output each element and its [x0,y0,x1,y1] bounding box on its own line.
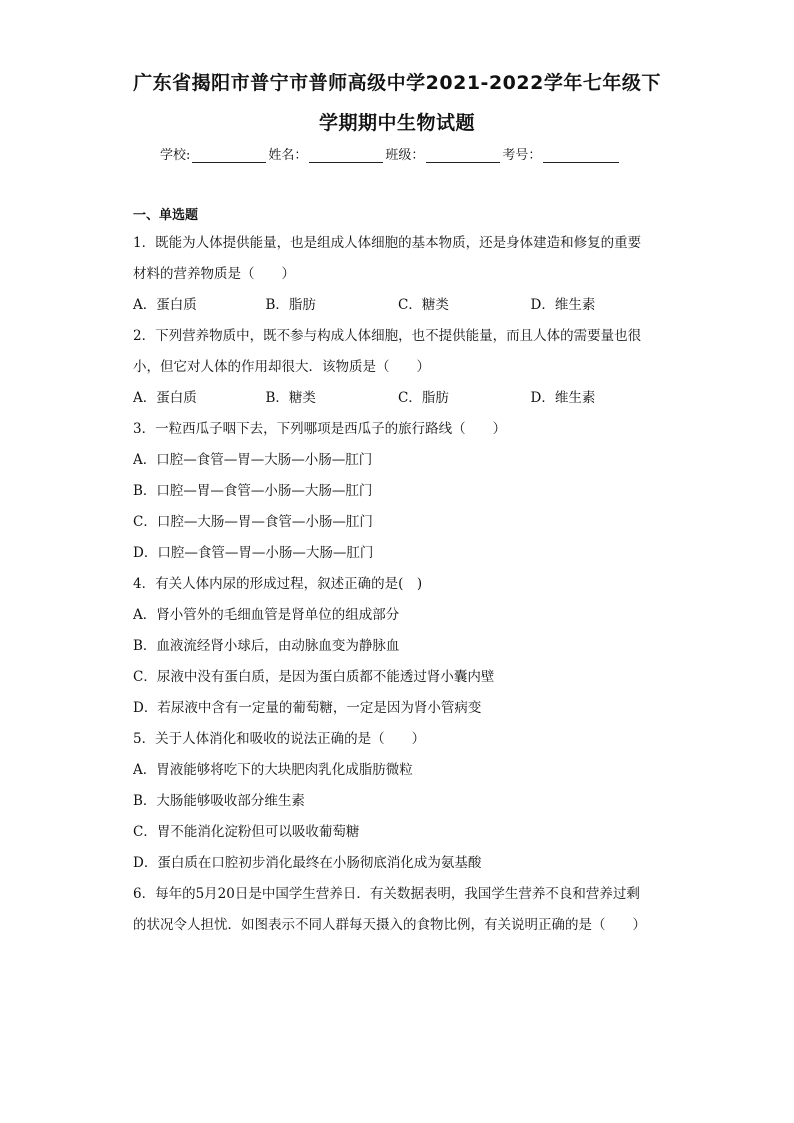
question-6-line-2: 的状况令人担忧．如图表示不同人群每天摄入的食物比例，有关说明正确的是（ ） [133,917,646,933]
question-2-line-2: 小，但它对人体的作用却很大．该物质是（ ） [133,359,430,375]
question-6-line-1: 6．每年的5月20日是中国学生营养日．有关数据表明，我国学生营养不良和营养过剩 [133,886,640,902]
name-label: 姓名： [268,148,308,163]
question-1-options [133,290,663,321]
question-2-line-1: 2．下列营养物质中，既不参与构成人体细胞，也不提供能量，而且人体的需要量也很 [133,328,642,344]
exam-content [133,204,663,941]
question-2-options [133,383,663,414]
question-3-option-a: A．口腔—食管—胃—大肠—小肠—肛门 [133,452,373,468]
name-blank[interactable] [309,148,383,163]
exam-number-blank[interactable] [543,148,619,163]
option-c: C．脂肪 [398,390,449,406]
section-title: 一、单选题 [133,208,199,223]
question-5-option-b: B．大肠能够吸收部分维生素 [133,793,305,809]
option-d: D．维生素 [530,390,596,406]
class-label: 班级： [385,148,425,163]
question-4-option-b: B．血液流经肾小球后，由动脉血变为静脉血 [133,638,400,654]
option-c: C．糖类 [398,297,449,313]
school-label: 学校: [160,148,191,163]
question-3-option-b: B．口腔—胃—食管—小肠—大肠—肛门 [133,483,373,499]
question-3-option-d: D．口腔—食管—胃—小肠—大肠—肛门 [133,545,374,561]
exam-number-label: 考号： [502,148,542,163]
option-d: D．维生素 [530,297,596,313]
question-4-option-d: D．若尿液中含有一定量的葡萄糖，一定是因为肾小管病变 [133,700,482,716]
class-blank[interactable] [426,148,500,163]
question-4-option-c: C．尿液中没有蛋白质，是因为蛋白质都不能透过肾小囊内壁 [133,669,495,685]
question-4-option-a: A．肾小管外的毛细血管是肾单位的组成部分 [133,607,400,623]
option-a: A．蛋白质 [133,297,197,313]
question-3-option-c: C．口腔—大肠—胃—食管—小肠—肛门 [133,514,373,530]
student-info-row [160,144,640,163]
option-b: B．脂肪 [265,297,316,313]
option-b: B．糖类 [265,390,316,406]
question-1-line-1: 1．既能为人体提供能量，也是组成人体细胞的基本物质，还是身体建造和修复的重要 [133,235,642,251]
question-5-option-a: A．胃液能够将吃下的大块肥肉乳化成脂肪微粒 [133,762,413,778]
question-5-option-d: D．蛋白质在口腔初步消化最终在小肠彻底消化成为氨基酸 [133,855,482,871]
question-5-option-c: C．胃不能消化淀粉但可以吸收葡萄糖 [133,824,360,840]
exam-title-line-1: 广东省揭阳市普宁市普师高级中学2021-2022学年七年级下 [133,72,661,94]
exam-title-line-2: 学期期中生物试题 [318,112,475,134]
option-a: A．蛋白质 [133,390,197,406]
question-4-stem: 4．有关人体内尿的形成过程，叙述正确的是( ) [133,576,423,592]
question-5-stem: 5．关于人体消化和吸收的说法正确的是（ ） [133,731,426,747]
question-1-line-2: 材料的营养物质是（ ） [133,266,295,282]
question-3-stem: 3．一粒西瓜子咽下去，下列哪项是西瓜子的旅行路线（ ） [133,421,507,437]
school-blank[interactable] [192,148,266,163]
